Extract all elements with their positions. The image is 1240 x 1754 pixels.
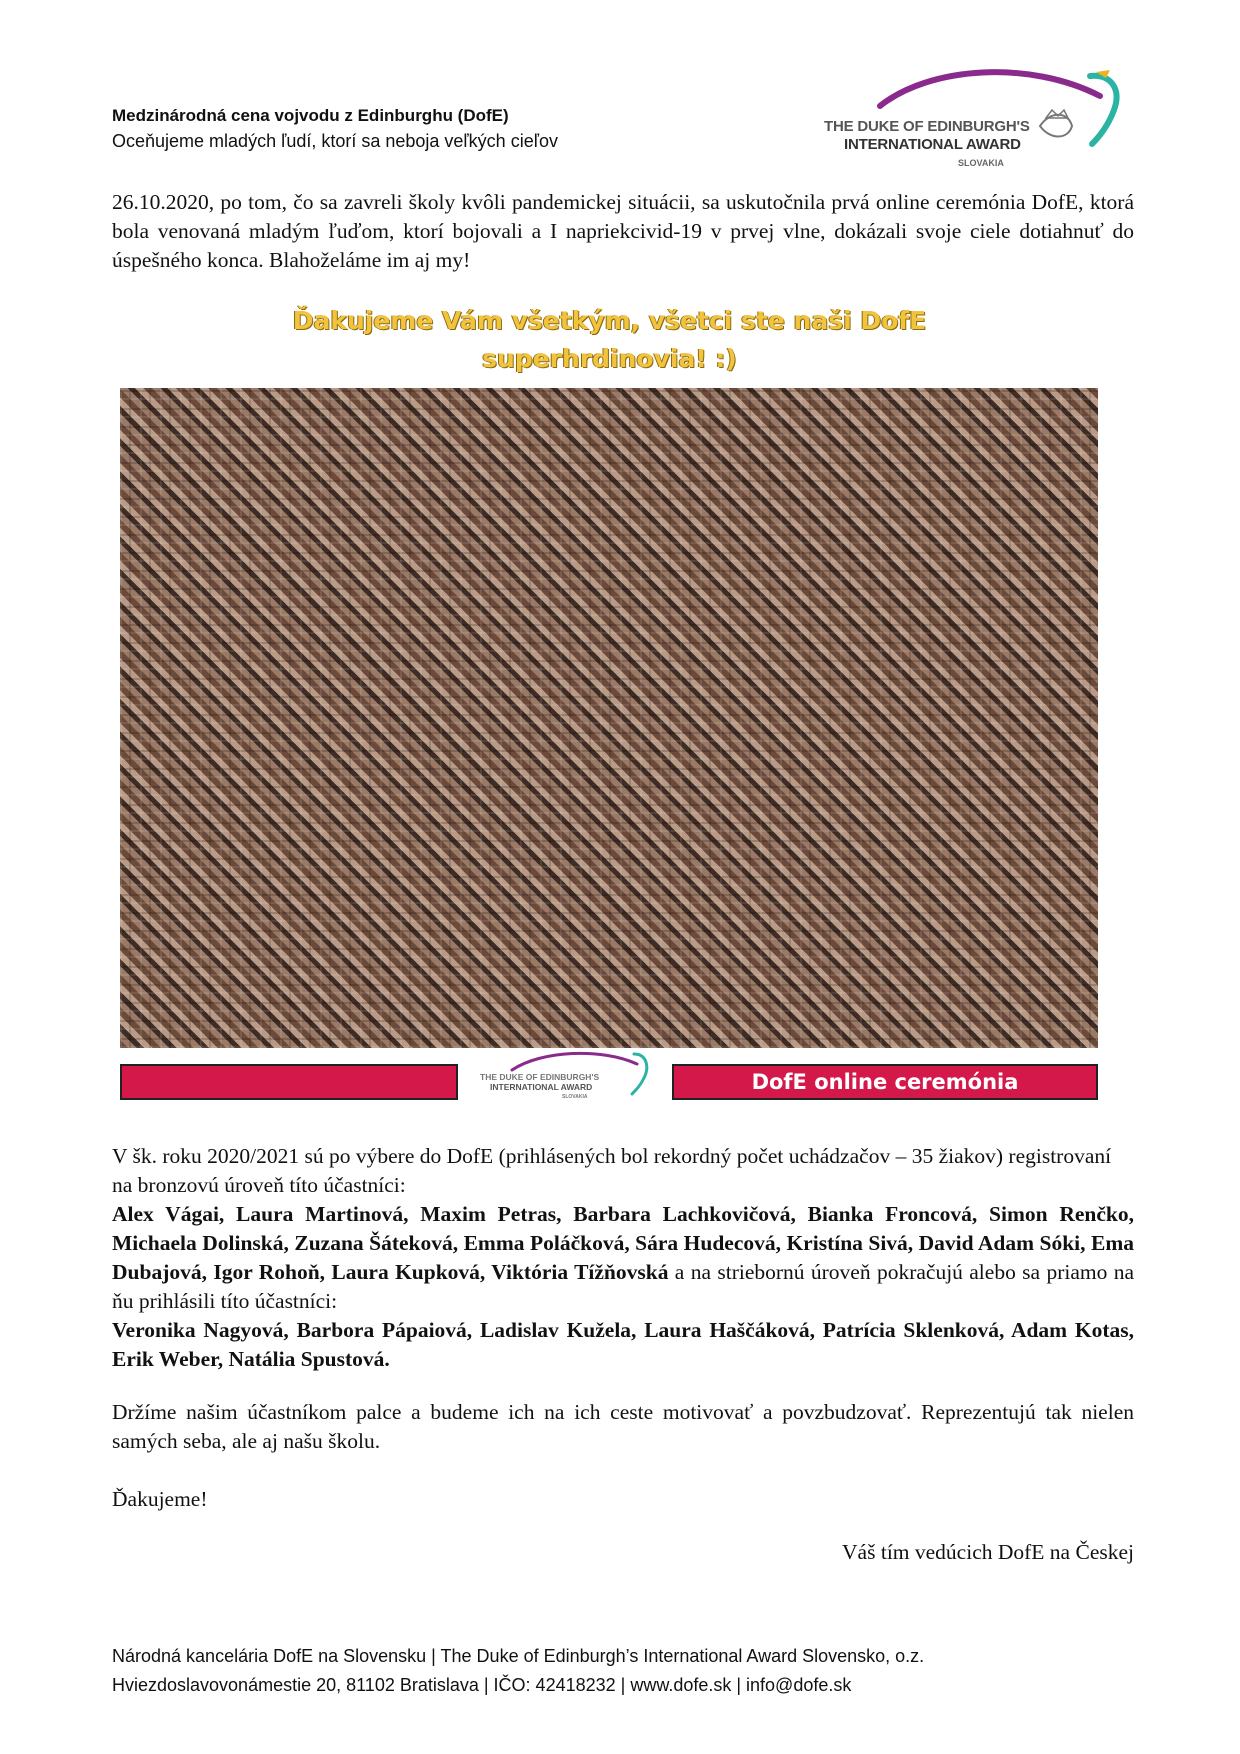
motivation-paragraph: Držíme našim účastníkom palce a budeme ich na ich ceste motivovať a povzbudzovať. Reprezentujú tak nielen samých seba, ale aj našu školu. — [112, 1400, 1134, 1453]
participants-section — [112, 1142, 1134, 1374]
document-header — [112, 104, 558, 154]
bronze-participants: Alex Vágai, Laura Martinová, Maxim Petras, Barbara Lachkovičová, Bianka Froncová, Simon Renčko, Michaela Dolinská, Zuzana Šáteková, Emma Poláčková, Sára Hudecová, Kristína Sivá, David Adam Sóki, Ema Dubajová, Igor Rohoň, Laura Kupková, Viktória Tížňovská — [112, 1202, 1134, 1284]
thanks-line: Ďakujeme! — [112, 1487, 208, 1511]
signature-line: Váš tím vedúcich DofE na Českej — [842, 1540, 1134, 1564]
participants-photo-mosaic — [120, 388, 1098, 1048]
closing-section — [112, 1398, 1134, 1514]
mini-logo-line-3: SLOVAKIA — [562, 1094, 588, 1100]
ceremony-poster-image — [116, 300, 1103, 1112]
poster-title-line-2: superhrdinovia! :) — [482, 344, 737, 373]
footer-line-1: Národná kancelária DofE na Slovensku | The Duke of Edinburgh’s International Award Slovensko, o.z. — [112, 1646, 925, 1666]
poster-ceremony-banner: DofE online ceremónia — [672, 1064, 1098, 1100]
mini-logo-line-2: INTERNATIONAL AWARD — [490, 1082, 593, 1092]
logo-line-1: THE DUKE OF EDINBURGH'S — [824, 118, 1030, 135]
silver-intro-text: a na striebornú úroveň pokračujú alebo sa priamo na ňu prihlásili títo účastníci: — [112, 1260, 1134, 1313]
dofe-logo — [810, 66, 1140, 176]
intro-paragraph: 26.10.2020, po tom, čo sa zavreli školy kvôli pandemickej situácii, sa uskutočnila prvá online ceremónia DofE, ktorá bola venovaná mladým ľuďom, ktorí bojovali a I napriekcivid-19 v prvej vlne, dokázali svoje ciele dotiahnuť do úspešného konca. Blahoželáme im aj my! — [112, 190, 1134, 272]
silver-participants: Veronika Nagyová, Barbora Pápaiová, Ladislav Kuželа, Laura Haščáková, Patrícia Sklenková, Adam Kotas, Erik Weber, Natália Spustová. — [112, 1318, 1134, 1371]
logo-line-2: INTERNATIONAL AWARD — [844, 136, 1021, 153]
poster-left-banner — [120, 1064, 458, 1100]
participants-intro — [112, 1142, 1134, 1200]
organization-tagline: Oceňujeme mladých ľudí, ktorí sa neboja veľkých cieľov — [112, 131, 558, 151]
footer-line-2: Hviezdoslavovonámestie 20, 81102 Bratislava | IČO: 42418232 | www.dofe.sk | info@dofe.sk — [112, 1675, 852, 1695]
document-footer — [112, 1642, 924, 1700]
silver-participants-paragraph — [112, 1316, 1134, 1374]
mini-logo-line-1: THE DUKE OF EDINBURGH'S — [480, 1072, 600, 1082]
logo-line-3: SLOVAKIA — [958, 158, 1004, 168]
poster-title-line-1: Ďakujeme Vám všetkým, všetci ste naši DofE — [292, 306, 927, 335]
participants-list — [112, 1200, 1134, 1316]
participants-intro-text: V šk. roku 2020/2021 sú po výbere do DofE (prihlásených bol rekordný počet uchádzačov – 35 žiakov) registrovaní na bronzovú úroveň títo účastníci: — [112, 1144, 1112, 1197]
organization-name: Medzinárodná cena vojvodu z Edinburghu (DofE) — [112, 106, 509, 125]
poster-mini-logo — [472, 1048, 662, 1112]
